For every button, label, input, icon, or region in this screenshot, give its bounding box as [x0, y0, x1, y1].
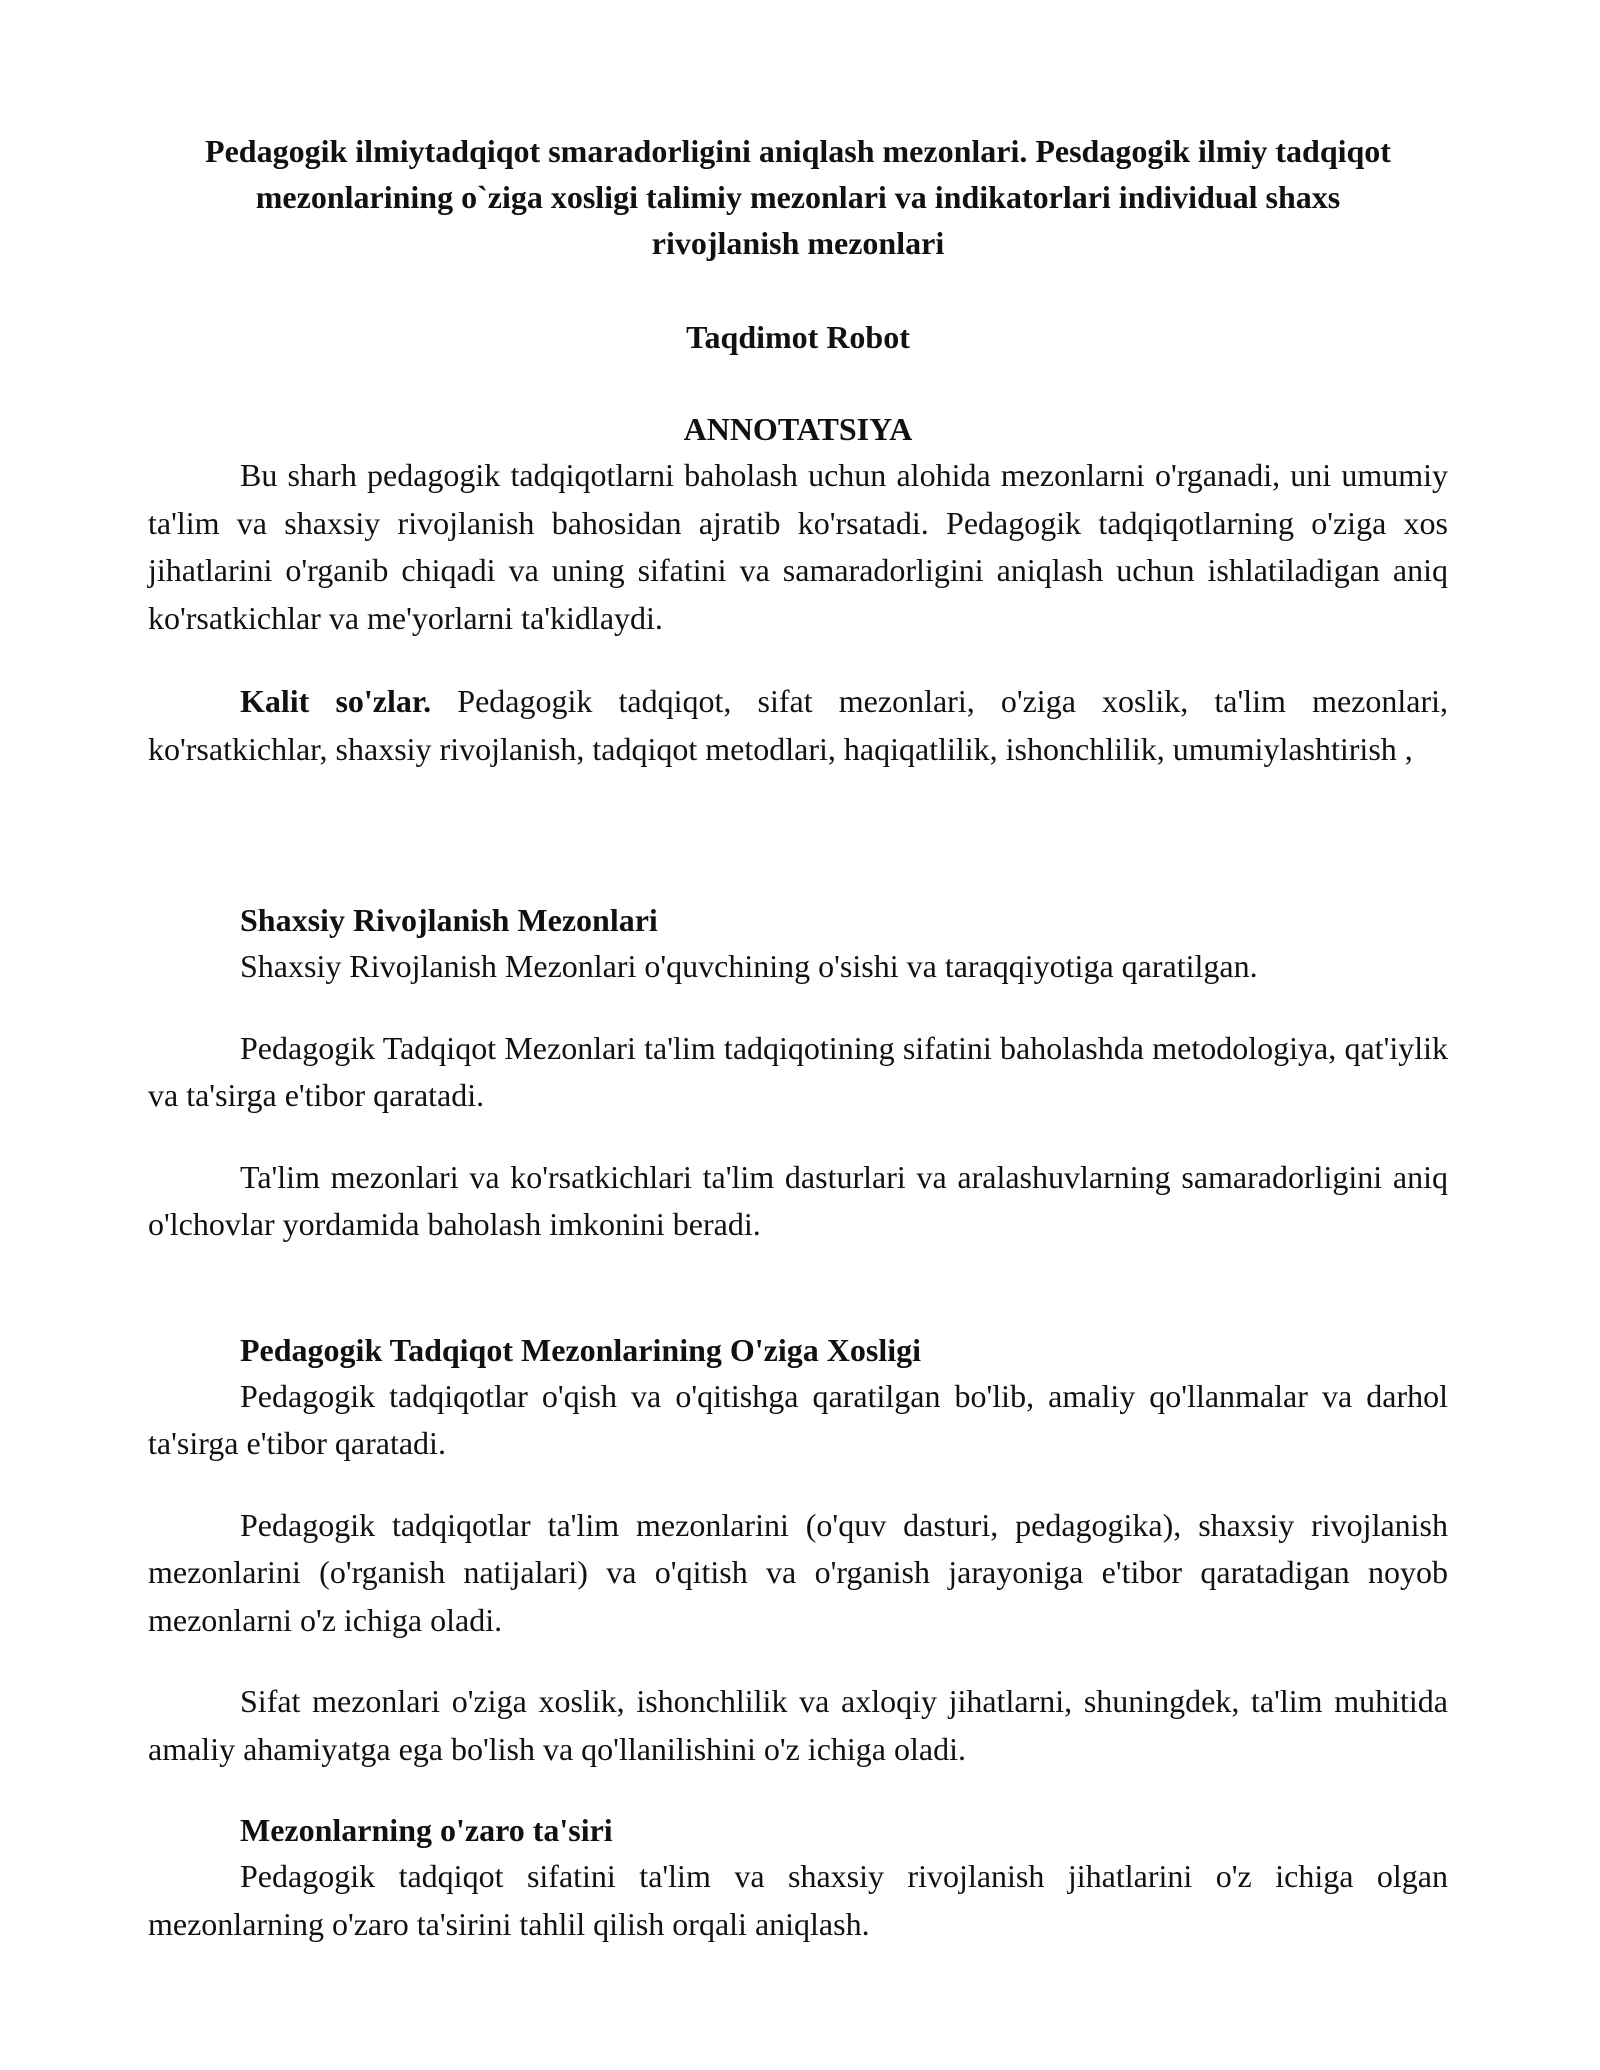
- section-paragraph: Pedagogik Tadqiqot Mezonlari ta'lim tadqiqotining sifatini baholashda metodologiya, qat'iylik va ta'sirga e'tibor qaratadi.: [148, 1029, 1448, 1113]
- section-paragraph: Sifat mezonlari o'ziga xoslik, ishonchlilik va axloqiy jihatlarni, shuningdek, ta'lim muhitida amaliy ahamiyatga ega bo'lish va qo'llanilishini o'z ichiga oladi.: [148, 1683, 1448, 1767]
- keywords-text: Pedagogik tadqiqot, sifat mezonlari, o'ziga xoslik, ta'lim mezonlari, ko'rsatkichlar, shaxsiy rivojlanish, tadqiqot metodlari, haqiqatlilik, ishonchlilik, umumiylashtirish ,: [148, 683, 1449, 767]
- section-paragraph: Shaxsiy Rivojlanish Mezonlari o'quvchining o'sishi va taraqqiyotiga qaratilgan.: [240, 948, 1258, 984]
- document-author: Taqdimot Robot: [686, 319, 910, 355]
- section-paragraph: Pedagogik tadqiqotlar ta'lim mezonlarini (o'quv dasturi, pedagogika), shaxsiy rivojlanish mezonlarini (o'rganish natijalari) va o'qitish va o'rganish jarayoniga e'tibor qaratadigan noyob mezonlarni o'z ichiga oladi.: [148, 1506, 1448, 1638]
- section-paragraph: Pedagogik tadqiqotlar o'qish va o'qitishga qaratilgan bo'lib, amaliy qo'llanmalar va darhol ta'sirga e'tibor qaratadi.: [148, 1377, 1448, 1461]
- section-paragraph: Ta'lim mezonlari va ko'rsatkichlari ta'lim dasturlari va aralashuvlarning samaradorligini aniq o'lchovlar yordamida baholash imkonini beradi.: [148, 1158, 1448, 1242]
- section-paragraph: Pedagogik tadqiqot sifatini ta'lim va shaxsiy rivojlanish jihatlarini o'z ichiga olgan mezonlarning o'zaro ta'sirini tahlil qilish orqali aniqlash.: [148, 1858, 1448, 1942]
- annotation-heading: ANNOTATSIYA: [683, 411, 913, 447]
- annotation-paragraph: Bu sharh pedagogik tadqiqotlarni baholash uchun alohida mezonlarni o'rganadi, uni umumiy ta'lim va shaxsiy rivojlanish bahosidan ajratib ko'rsatadi. Pedagogik tadqiqotlarning o'ziga xos jihatlarini o'rganib chiqadi va uning sifatini va samaradorligini aniqlash uchun ishlatiladigan aniq ko'rsatkichlar va me'yorlarni ta'kidlaydi.: [148, 457, 1448, 636]
- section-heading-interaction: Mezonlarning o'zaro ta'siri: [240, 1812, 613, 1848]
- section-heading-personal-development: Shaxsiy Rivojlanish Mezonlari: [240, 902, 658, 938]
- section-heading-specificity: Pedagogik Tadqiqot Mezonlarining O'ziga Xosligi: [240, 1331, 921, 1368]
- keywords-paragraph: [148, 678, 1448, 773]
- document-body: [148, 128, 1448, 1948]
- document-title: Pedagogik ilmiytadqiqot smaradorligini aniqlash mezonlari. Pesdagogik ilmiy tadqiqot mezonlarining o`ziga xosligi talimiy mezonlari va indikatorlari individual shaxs rivojlanish mezonlari: [205, 133, 1391, 261]
- keywords-label: Kalit so'zlar.: [240, 683, 432, 719]
